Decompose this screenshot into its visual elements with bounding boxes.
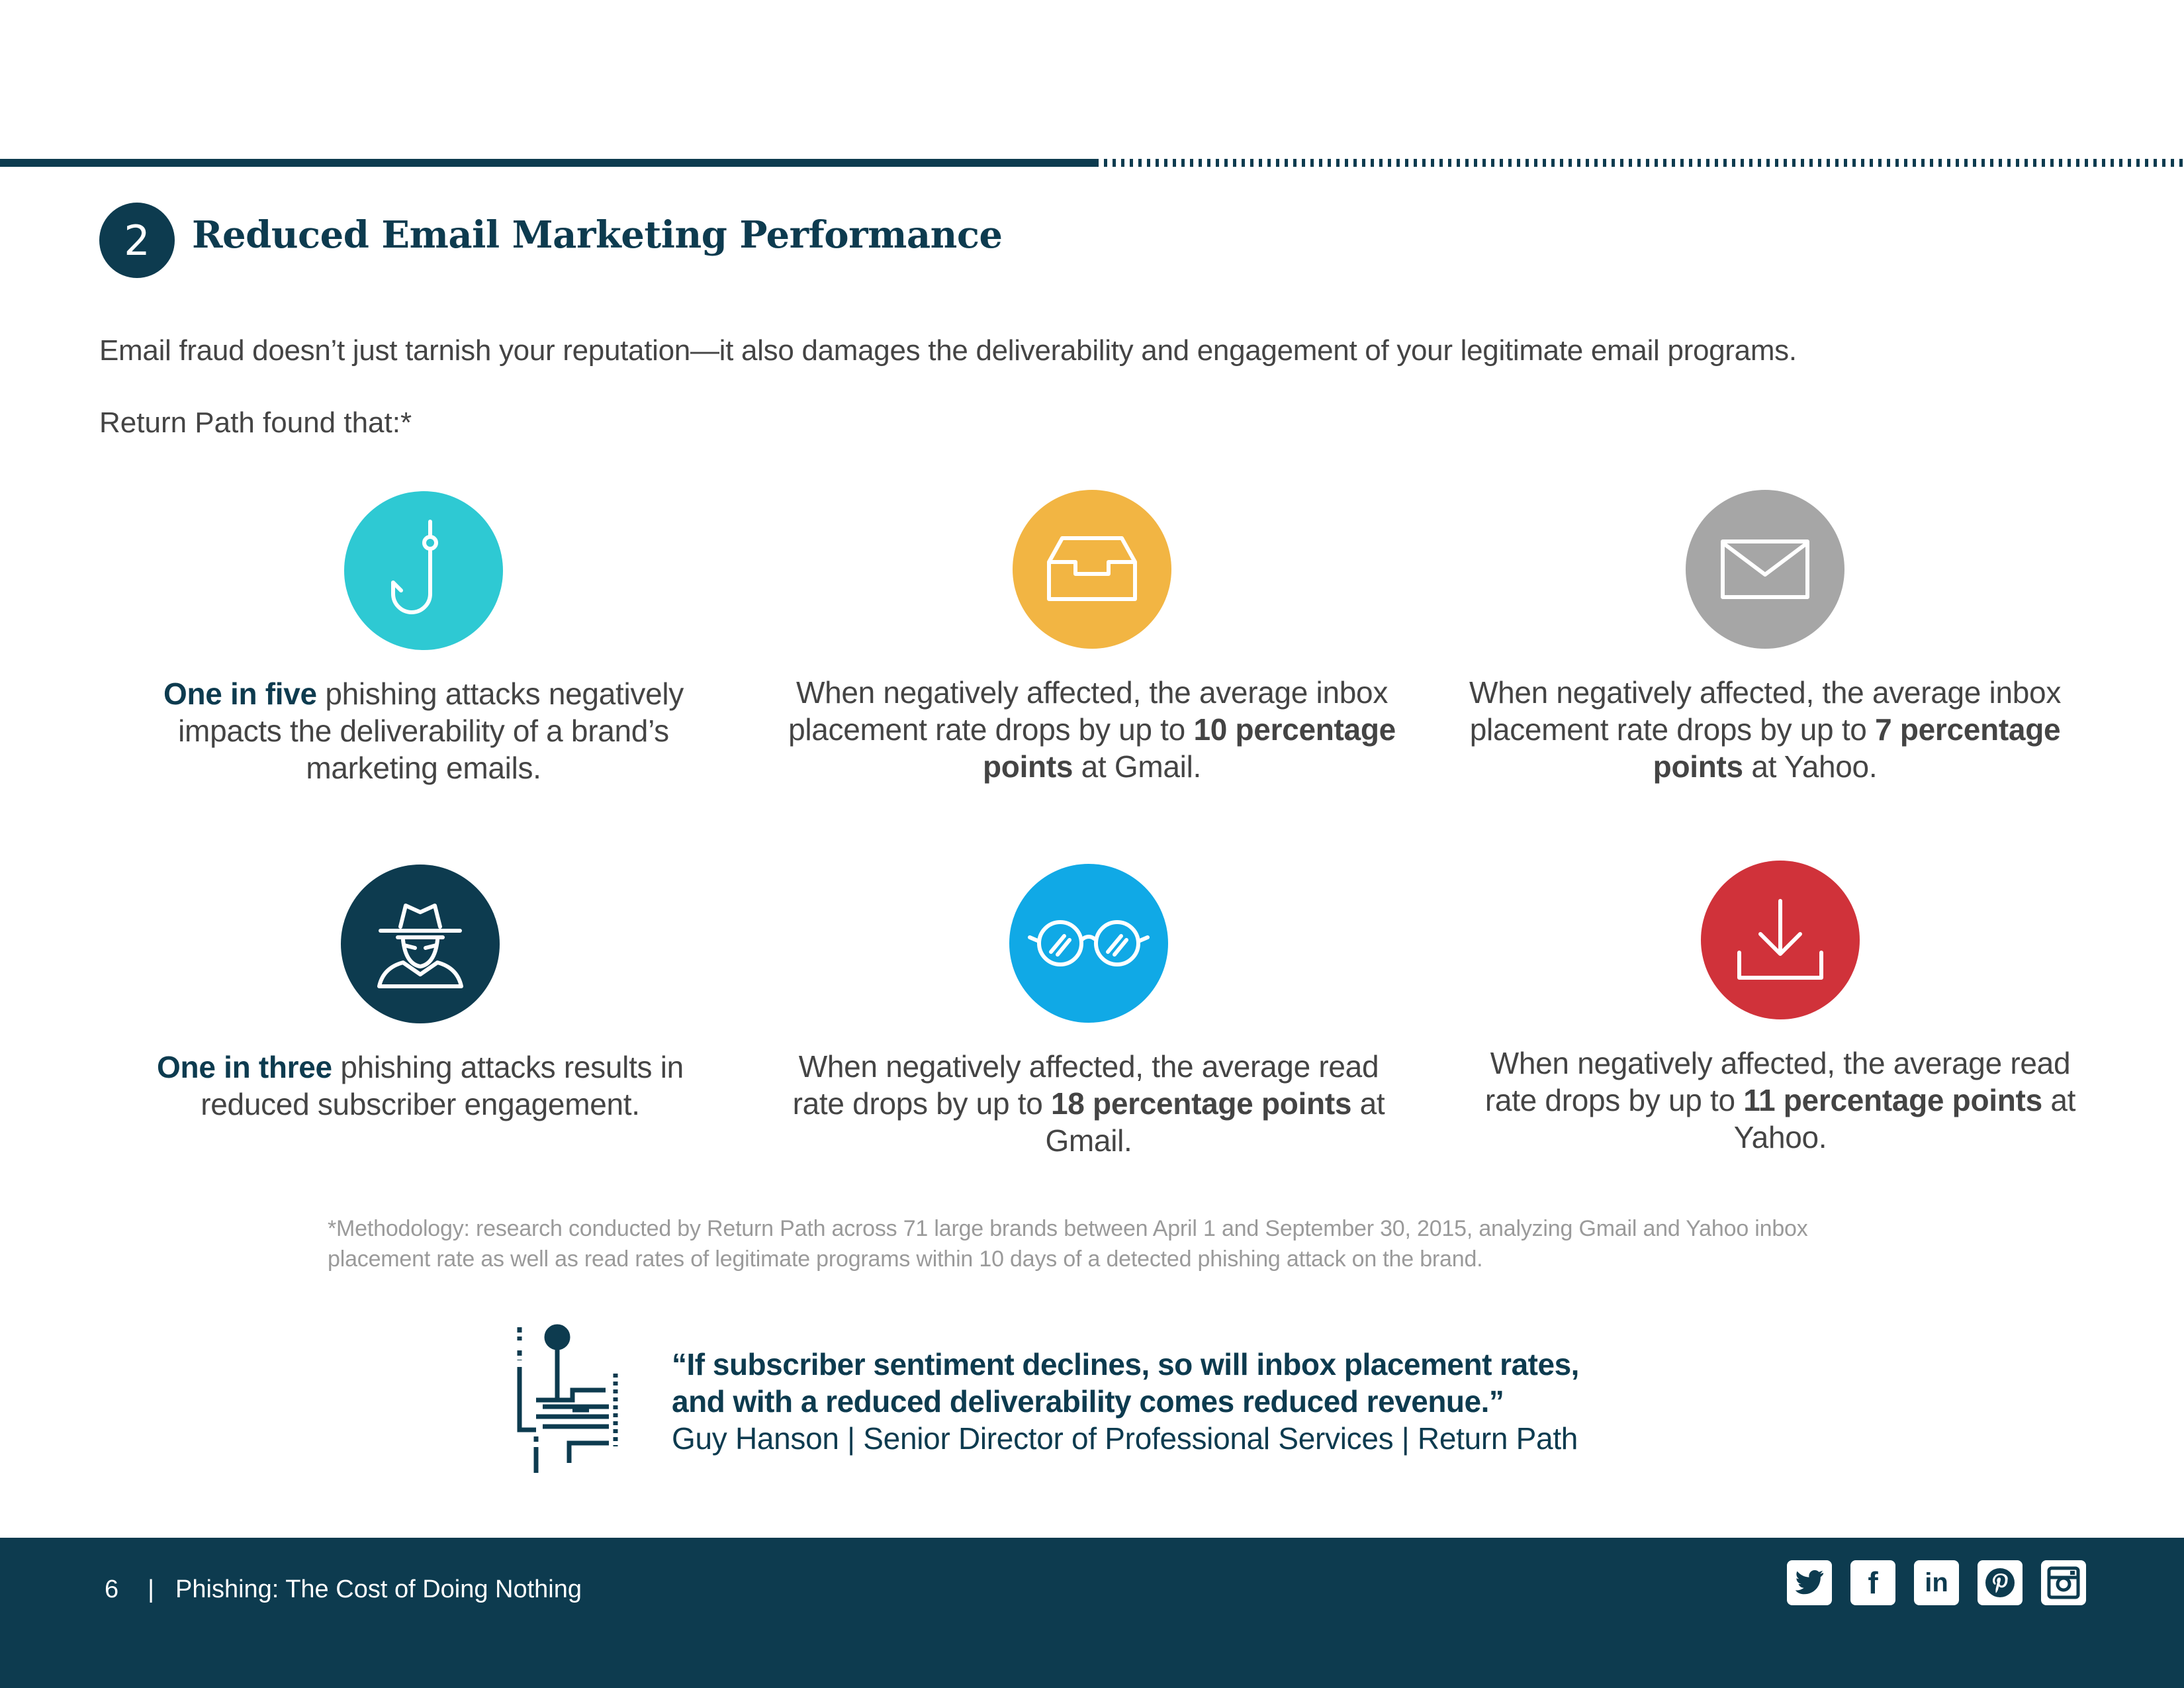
stat-card-5 [784,864,1393,1159]
methodology-footnote: *Methodology: research conducted by Return Path across 71 large brands between April 1 and September 30, 2015, analyzing Gmail and Yahoo inbox placement rate as well as read rates of legitimate programs within 10 days of a detected phishing attack on the brand. [328,1216,1808,1272]
stat-text-3: When negatively affected, the average inbox placement rate drops by up to 7 percentage points at Yahoo. [1469,675,2062,784]
footer-separator: | [148,1575,155,1603]
footer-text [105,1575,582,1604]
section-number-badge: 2 [99,203,175,278]
found-text: Return Path found that:* [99,406,412,439]
fishing-hook-icon [344,491,503,650]
glasses-icon [1009,864,1168,1023]
top-rule-solid [0,159,1099,167]
twitter-icon[interactable] [1787,1560,1832,1605]
top-rule-dotted [1104,159,2184,167]
quote-block [672,1346,1579,1457]
stat-card-3 [1461,490,2070,785]
document-title: Phishing: The Cost of Doing Nothing [175,1575,582,1603]
linkedin-icon[interactable] [1914,1560,1959,1605]
inbox-tray-icon [1013,490,1171,649]
facebook-icon[interactable] [1850,1560,1895,1605]
stat-card-6 [1476,861,2085,1156]
stat-text-6: When negatively affected, the average read rate drops by up to 11 percentage points at Yahoo. [1484,1046,2076,1154]
stat-card-2 [788,490,1396,785]
envelope-icon [1686,490,1844,649]
quote-attribution: Guy Hanson | Senior Director of Professional Services | Return Path [672,1421,1578,1456]
quote-line-1: “If subscriber sentiment declines, so will inbox placement rates, [672,1347,1579,1382]
stat-text-2: When negatively affected, the average inbox placement rate drops by up to 10 percentage points at Gmail. [788,675,1396,784]
linkedin-glyph: in [1925,1568,1948,1597]
instagram-icon[interactable] [2041,1560,2086,1605]
facebook-glyph: f [1868,1566,1878,1600]
pinterest-icon[interactable] [1978,1560,2023,1605]
page-number: 6 [105,1575,119,1603]
stat-text-1: One in five phishing attacks negatively impacts the deliverability of a brand’s marketing emails. [163,677,684,785]
circuit-quote-icon [510,1321,642,1486]
quote-line-2: and with a reduced deliverability comes reduced revenue.” [672,1384,1504,1419]
intro-text: Email fraud doesn’t just tarnish your reputation—it also damages the deliverability and engagement of your legitimate email programs. [99,334,1797,367]
stat-card-1 [119,491,728,786]
spy-icon [341,865,500,1023]
stat-text-4: One in three phishing attacks results in reduced subscriber engagement. [157,1050,684,1121]
section-title: Reduced Email Marketing Performance [192,213,1003,257]
stat-text-5: When negatively affected, the average read rate drops by up to 18 percentage points at Gmail. [792,1049,1385,1158]
stat-card-4 [116,865,725,1123]
download-icon [1701,861,1860,1019]
